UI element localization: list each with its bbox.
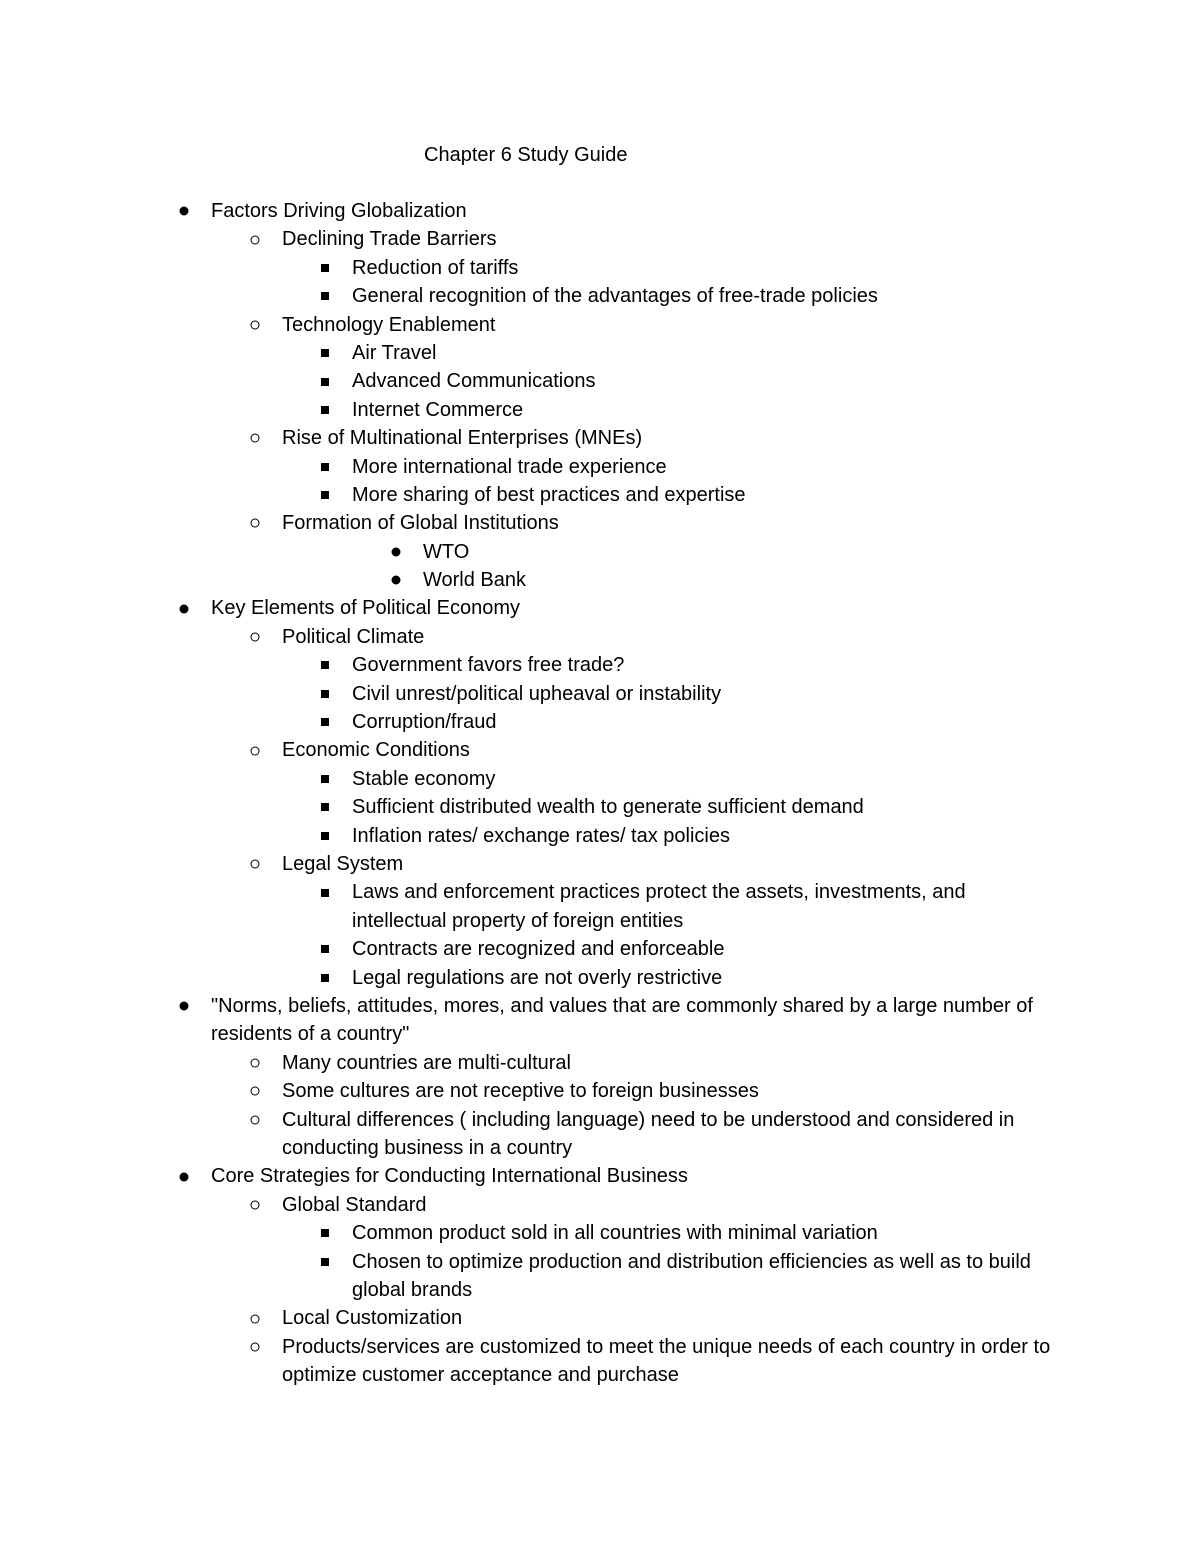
square-bullet-icon — [315, 1248, 335, 1276]
outline-item-level-3 — [0, 481, 1200, 509]
outline-item-text: Products/services are customized to meet the unique needs of each country in order to optimize customer acceptance and purchase — [282, 1335, 1051, 1387]
square-bullet-icon — [315, 793, 335, 821]
outline-item-level-3 — [0, 254, 1200, 282]
outline-item-level-3 — [0, 282, 1200, 310]
outline-item-text: Rise of Multinational Enterprises (MNEs) — [282, 427, 643, 450]
outline-item-level-2 — [0, 1191, 1200, 1219]
outline-item-text: More international trade experience — [352, 455, 667, 478]
outline-item-text: Stable economy — [352, 767, 496, 790]
square-bullet-icon — [315, 765, 335, 793]
outline-item-level-2 — [0, 1077, 1200, 1105]
circle-bullet-icon — [245, 311, 265, 339]
document-title: Chapter 6 Study Guide — [424, 144, 628, 166]
square-bullet-icon — [315, 964, 335, 992]
outline-item-level-3 — [0, 964, 1200, 992]
outline-item-text: Sufficient distributed wealth to generate sufficient demand — [352, 796, 864, 819]
disc-bullet-icon — [174, 197, 194, 225]
study-guide-outline — [0, 197, 1200, 1390]
outline-item-text: Legal System — [282, 852, 404, 875]
outline-item-level-1 — [0, 594, 1200, 622]
outline-item-level-3 — [0, 453, 1200, 481]
circle-bullet-icon — [245, 1106, 265, 1134]
outline-item-level-4 — [0, 538, 1200, 566]
outline-item-level-3 — [0, 878, 1200, 935]
outline-item-text: Inflation rates/ exchange rates/ tax policies — [352, 824, 730, 847]
outline-item-level-2 — [0, 850, 1200, 878]
outline-item-text: Many countries are multi-cultural — [282, 1051, 571, 1074]
square-bullet-icon — [315, 878, 335, 906]
outline-item-text: Some cultures are not receptive to foreign businesses — [282, 1080, 759, 1103]
outline-item-level-3 — [0, 1219, 1200, 1247]
outline-item-text: Local Customization — [282, 1307, 463, 1330]
disc-bullet-icon — [386, 538, 406, 566]
outline-item-level-2 — [0, 1333, 1200, 1390]
circle-bullet-icon — [245, 850, 265, 878]
circle-bullet-icon — [245, 509, 265, 537]
outline-item-level-3 — [0, 935, 1200, 963]
square-bullet-icon — [315, 651, 335, 679]
outline-item-level-3 — [0, 367, 1200, 395]
outline-item-level-1 — [0, 197, 1200, 225]
square-bullet-icon — [315, 822, 335, 850]
outline-item-text: Economic Conditions — [282, 739, 470, 762]
outline-item-text: World Bank — [423, 569, 527, 592]
outline-item-level-4 — [0, 566, 1200, 594]
outline-item-text: Reduction of tariffs — [352, 256, 519, 279]
outline-item-text: Chosen to optimize production and distribution efficiencies as well as to build global brands — [352, 1250, 1031, 1301]
circle-bullet-icon — [245, 736, 265, 764]
outline-item-text: Cultural differences ( including language) need to be understood and considered in conducting business in a country — [282, 1108, 1015, 1159]
outline-item-level-2 — [0, 1049, 1200, 1077]
outline-item-level-2 — [0, 424, 1200, 452]
outline-item-text: Factors Driving Globalization — [211, 200, 467, 222]
outline-item-text: Internet Commerce — [352, 398, 524, 421]
outline-item-text: Air Travel — [352, 341, 437, 364]
outline-item-level-3 — [0, 765, 1200, 793]
outline-item-level-3 — [0, 651, 1200, 679]
outline-item-text: Legal regulations are not overly restrictive — [352, 966, 723, 989]
circle-bullet-icon — [245, 225, 265, 253]
outline-item-text: Political Climate — [282, 625, 425, 648]
outline-item-text: Government favors free trade? — [352, 654, 625, 677]
outline-item-text: Civil unrest/political upheaval or instability — [352, 682, 722, 705]
outline-item-text: WTO — [423, 540, 470, 563]
square-bullet-icon — [315, 1219, 335, 1247]
disc-bullet-icon — [386, 566, 406, 594]
square-bullet-icon — [315, 339, 335, 367]
outline-item-level-3 — [0, 708, 1200, 736]
circle-bullet-icon — [245, 424, 265, 452]
square-bullet-icon — [315, 481, 335, 509]
outline-item-level-3 — [0, 822, 1200, 850]
outline-item-text: Core Strategies for Conducting International Business — [211, 1165, 688, 1188]
outline-item-text: General recognition of the advantages of free-trade policies — [352, 285, 878, 308]
outline-item-text: Formation of Global Institutions — [282, 512, 559, 535]
disc-bullet-icon — [174, 594, 194, 622]
disc-bullet-icon — [174, 992, 194, 1020]
disc-bullet-icon — [174, 1162, 194, 1190]
square-bullet-icon — [315, 708, 335, 736]
square-bullet-icon — [315, 680, 335, 708]
outline-item-level-2 — [0, 509, 1200, 537]
outline-item-level-2 — [0, 736, 1200, 764]
square-bullet-icon — [315, 367, 335, 395]
circle-bullet-icon — [245, 1304, 265, 1332]
outline-item-text: Corruption/fraud — [352, 711, 497, 734]
outline-item-level-1 — [0, 992, 1200, 1049]
circle-bullet-icon — [245, 1049, 265, 1077]
outline-item-text: Advanced Communications — [352, 370, 596, 393]
outline-item-text: Key Elements of Political Economy — [211, 597, 521, 620]
outline-item-level-2 — [0, 225, 1200, 253]
outline-item-level-2 — [0, 623, 1200, 651]
outline-item-text: Contracts are recognized and enforceable — [352, 938, 725, 961]
outline-item-text: Technology Enablement — [282, 313, 496, 336]
outline-item-level-1 — [0, 1162, 1200, 1190]
outline-item-text: Common product sold in all countries with minimal variation — [352, 1222, 878, 1245]
outline-item-text: More sharing of best practices and expertise — [352, 483, 746, 506]
outline-item-level-3 — [0, 793, 1200, 821]
outline-item-level-3 — [0, 396, 1200, 424]
square-bullet-icon — [315, 254, 335, 282]
circle-bullet-icon — [245, 1333, 265, 1361]
circle-bullet-icon — [245, 623, 265, 651]
outline-item-text: "Norms, beliefs, attitudes, mores, and values that are commonly shared by a large number of residents of a country" — [211, 994, 1033, 1046]
square-bullet-icon — [315, 396, 335, 424]
outline-item-level-2 — [0, 1106, 1200, 1163]
outline-item-level-3 — [0, 339, 1200, 367]
square-bullet-icon — [315, 453, 335, 481]
outline-item-level-3 — [0, 1248, 1200, 1305]
square-bullet-icon — [315, 282, 335, 310]
outline-item-level-2 — [0, 311, 1200, 339]
outline-item-text: Declining Trade Barriers — [282, 228, 497, 251]
square-bullet-icon — [315, 935, 335, 963]
outline-item-text: Global Standard — [282, 1193, 427, 1216]
outline-item-level-3 — [0, 680, 1200, 708]
outline-item-level-2 — [0, 1304, 1200, 1332]
circle-bullet-icon — [245, 1077, 265, 1105]
outline-item-text: Laws and enforcement practices protect the assets, investments, and intellectual property of foreign entities — [352, 881, 966, 932]
circle-bullet-icon — [245, 1191, 265, 1219]
